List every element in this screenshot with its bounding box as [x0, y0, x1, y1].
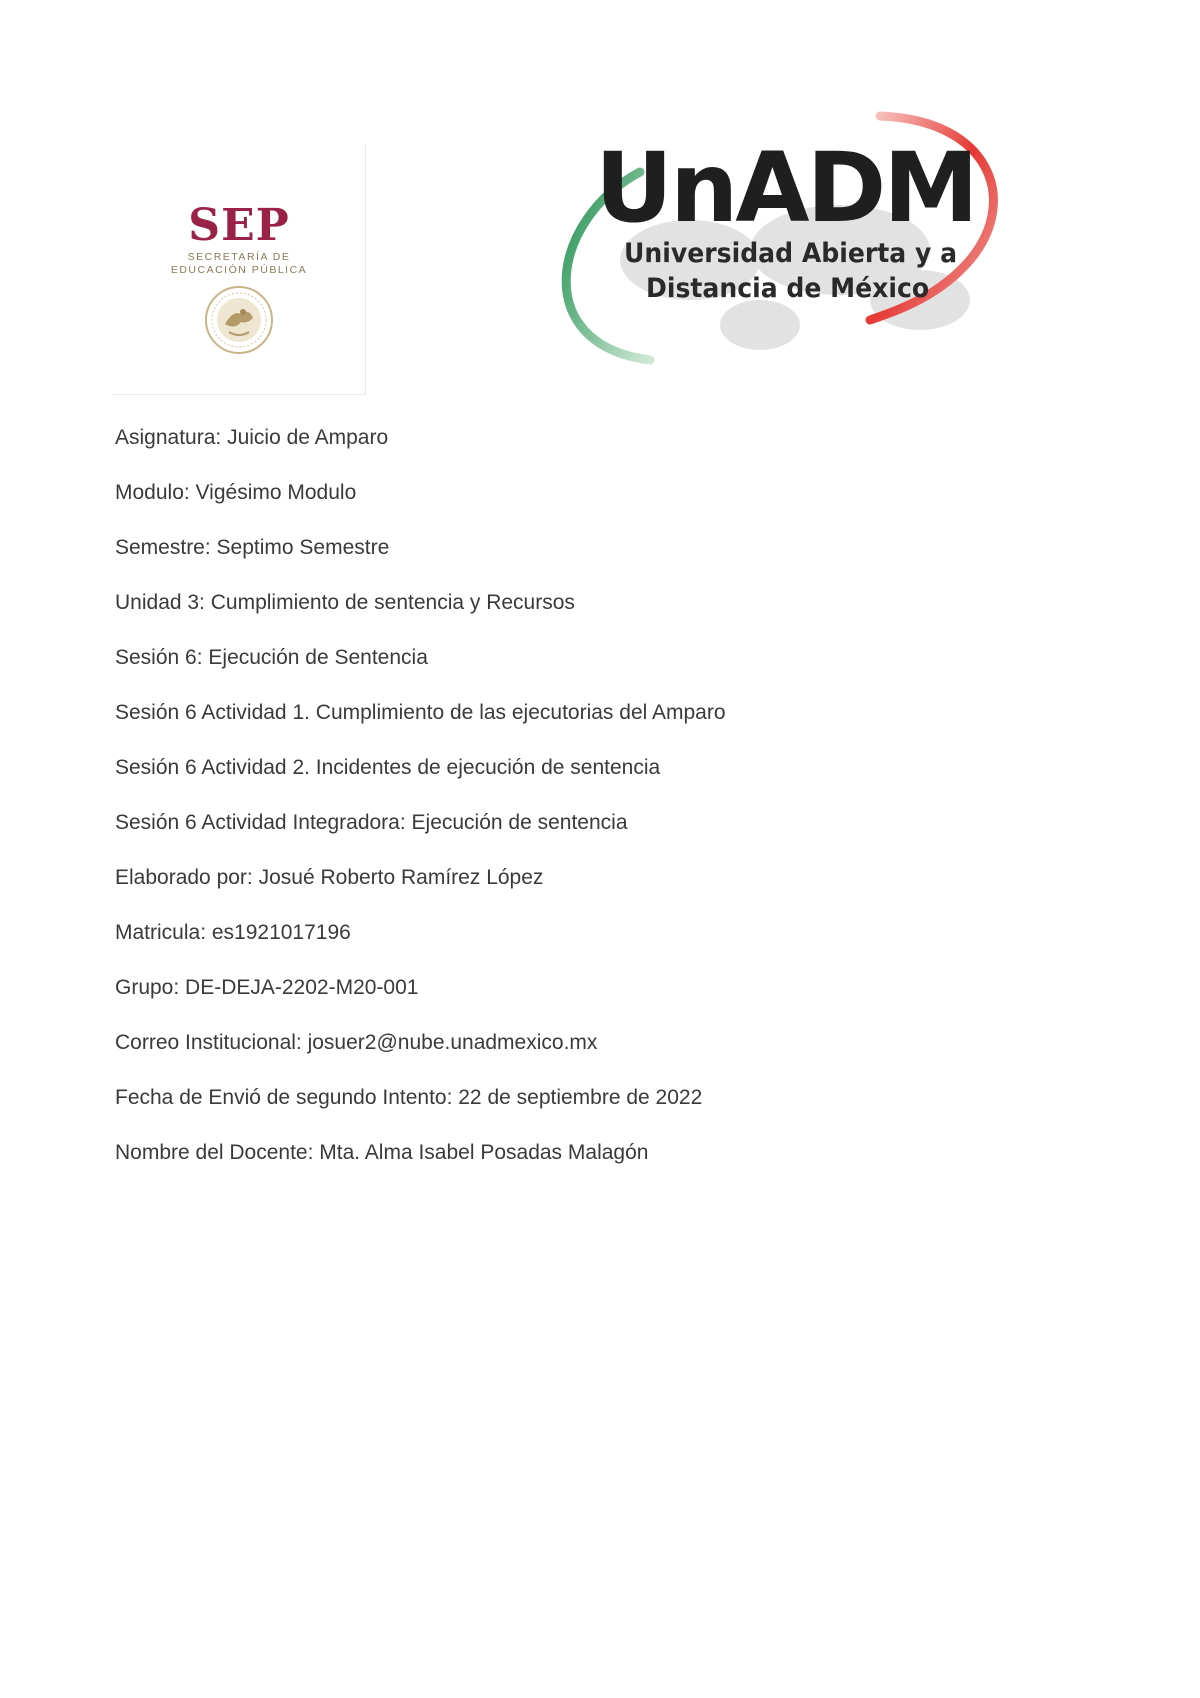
info-sesion: Sesión 6: Ejecución de Sentencia: [115, 646, 428, 669]
sep-logo-subtitle-line1: SECRETARÍA DE: [187, 251, 291, 263]
info-correo: Correo Institucional: josuer2@nube.unadmexico.mx: [115, 1031, 598, 1054]
info-grupo: Grupo: DE-DEJA-2202-M20-001: [115, 976, 419, 999]
info-actividad-1: Sesión 6 Actividad 1. Cumplimiento de las ejecutorias del Amparo: [115, 701, 726, 724]
national-seal-icon: [203, 284, 275, 356]
info-elaborado-por: Elaborado por: Josué Roberto Ramírez López: [115, 866, 544, 889]
info-unidad: Unidad 3: Cumplimiento de sentencia y Recursos: [115, 591, 575, 614]
unadm-logo-subtitle-line1: Universidad Abierta y a: [624, 238, 958, 269]
unadm-logo-subtitle-line2: Distancia de México: [646, 273, 930, 304]
info-actividad-integradora: Sesión 6 Actividad Integradora: Ejecución de sentencia: [115, 811, 628, 834]
info-modulo: Modulo: Vigésimo Modulo: [115, 481, 357, 504]
sep-logo-subtitle-line2: EDUCACIÓN PÚBLICA: [170, 264, 308, 276]
info-asignatura: Asignatura: Juicio de Amparo: [115, 426, 389, 449]
info-matricula: Matricula: es1921017196: [115, 921, 351, 944]
cover-info-list: [115, 425, 726, 1195]
sep-logo-acronym: SEP: [188, 200, 290, 251]
info-docente: Nombre del Docente: Mta. Alma Isabel Posadas Malagón: [115, 1141, 649, 1164]
unadm-logo-acronym: UnADM: [595, 132, 976, 244]
info-actividad-2: Sesión 6 Actividad 2. Incidentes de ejecución de sentencia: [115, 756, 661, 779]
info-fecha-envio: Fecha de Envió de segundo Intento: 22 de septiembre de 2022: [115, 1086, 703, 1109]
info-semestre: Semestre: Septimo Semestre: [115, 536, 390, 559]
sep-logo: [113, 144, 366, 395]
unadm-logo: [540, 110, 1050, 400]
